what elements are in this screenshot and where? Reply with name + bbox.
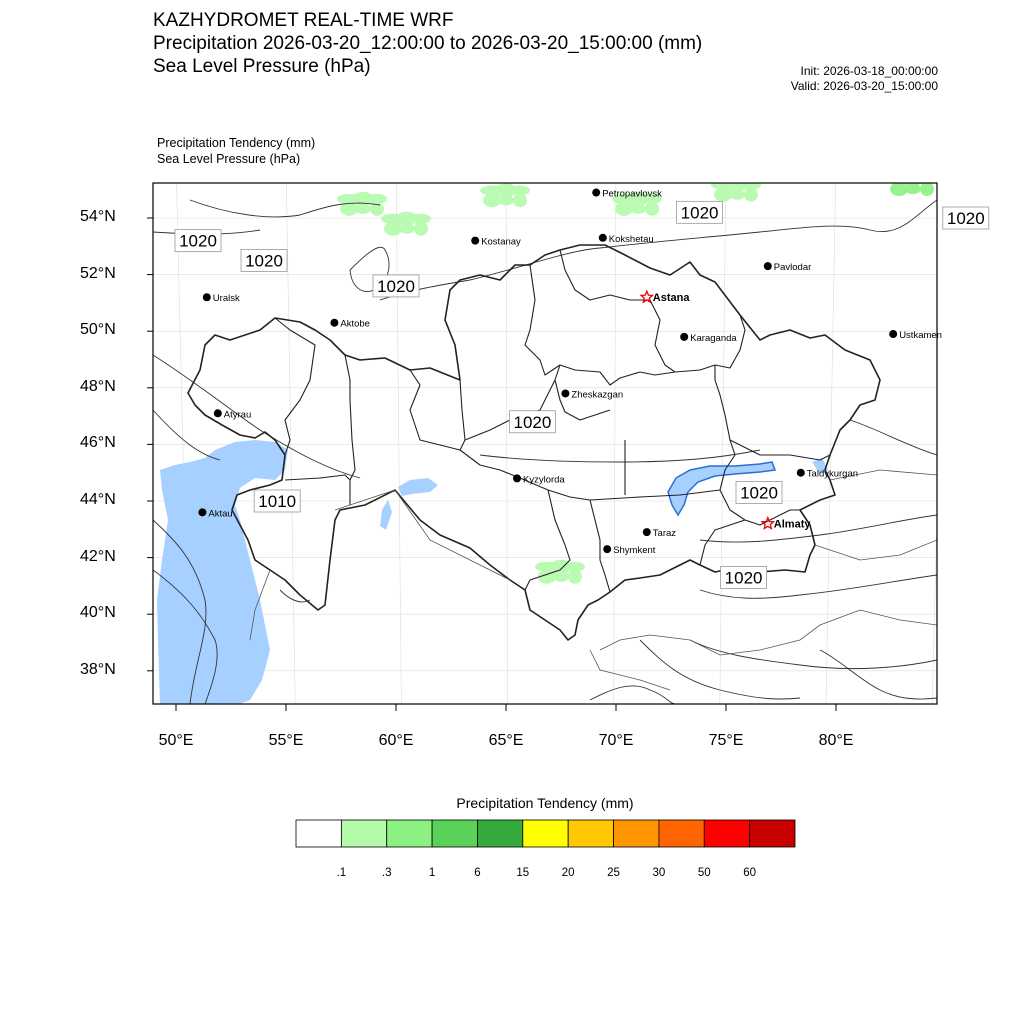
contour-label-text: 1020 <box>179 231 217 251</box>
colorbar-label: 1 <box>428 867 436 879</box>
city-dot-icon <box>764 262 772 270</box>
city-label: Pavlodar <box>773 262 812 274</box>
city-label: Kokshetau <box>608 233 654 245</box>
city-dot-icon <box>513 474 521 482</box>
contour-label <box>736 482 782 504</box>
lon-tick-label: 75°E <box>708 732 744 749</box>
contour-label <box>509 411 555 433</box>
city-dot-icon <box>198 508 206 516</box>
lat-tick-label: 40°N <box>80 604 116 622</box>
precip-patch <box>381 212 431 236</box>
lon-tick-label: 60°E <box>378 732 414 749</box>
colorbar-swatch <box>477 820 522 847</box>
city-marker <box>643 528 676 539</box>
init-time: Init: 2026-03-18_00:00:00 <box>800 64 938 78</box>
city-label: Shymkent <box>613 545 656 557</box>
contour-label-text: 1020 <box>946 209 985 228</box>
colorbar-title: Precipitation Tendency (mm) <box>456 795 634 811</box>
lat-tick-label: 42°N <box>80 547 116 565</box>
contour-label <box>254 490 300 512</box>
lat-tick-label: 48°N <box>80 377 116 395</box>
city-dot-icon <box>680 333 688 341</box>
colorbar-swatch <box>341 820 386 847</box>
contour-label-text: 1020 <box>513 412 552 432</box>
city-marker <box>797 469 858 480</box>
city-marker <box>764 262 812 273</box>
contour-label <box>241 249 287 271</box>
city-dot-icon <box>603 545 611 553</box>
lon-tick-label: 80°E <box>818 732 854 749</box>
caspian-sea <box>157 440 288 704</box>
city-dot-icon <box>889 330 897 338</box>
colorbar-label: 6 <box>474 867 481 879</box>
precipitation-shading <box>337 172 1024 584</box>
lat-tick-label: 52°N <box>80 264 116 282</box>
valid-time: Valid: 2026-03-20_15:00:00 <box>790 79 938 93</box>
colorbar-label: 60 <box>743 867 757 879</box>
precip-field-label: Precipitation Tendency (mm) <box>157 136 316 150</box>
contour-label-text: 1020 <box>740 483 778 503</box>
city-label: Almaty <box>773 518 811 531</box>
city-marker <box>561 389 623 400</box>
colorbar-label: 25 <box>607 867 620 879</box>
lon-tick-label: 55°E <box>268 732 304 749</box>
lat-tick-label: 44°N <box>80 491 116 508</box>
city-label: Aktobe <box>340 318 370 330</box>
city-label: Taraz <box>652 528 677 540</box>
aral-sea-west <box>380 500 392 530</box>
colorbar-swatch <box>659 820 704 847</box>
contour-label <box>175 230 221 252</box>
contour-label <box>721 566 767 588</box>
colorbar-swatch <box>704 820 749 847</box>
colorbar-swatch <box>614 820 659 847</box>
lat-tick-label: 54°N <box>80 208 116 225</box>
city-label: Karaganda <box>690 332 737 344</box>
city-marker <box>330 319 370 330</box>
colorbar-swatch <box>387 820 432 847</box>
lon-tick-label: 50°E <box>158 732 194 749</box>
neighbour-borders <box>250 470 937 690</box>
city-dot-icon <box>203 293 211 301</box>
slp-field-label: Sea Level Pressure (hPa) <box>157 152 301 166</box>
city-marker <box>599 234 654 245</box>
city-dot-icon <box>330 319 338 327</box>
colorbar-label: 30 <box>652 867 666 879</box>
colorbar-swatch <box>750 820 795 847</box>
city-marker <box>214 409 251 420</box>
city-dot-icon <box>471 237 479 245</box>
city-label: Kyzylorda <box>523 474 565 486</box>
aral-sea <box>398 478 438 496</box>
colorbar-swatch <box>296 820 341 847</box>
contour-label <box>677 201 723 223</box>
city-label: Astana <box>652 292 690 305</box>
colorbar-swatch <box>568 820 613 847</box>
city-dot-icon <box>643 528 651 536</box>
city-label: Ustkamen <box>899 330 942 342</box>
city-dot-icon <box>797 469 805 477</box>
precip-patch <box>535 560 585 584</box>
precip-patch <box>887 172 937 196</box>
city-dot-icon <box>599 234 607 242</box>
contour-label <box>943 207 989 229</box>
colorbar-label: .3 <box>381 867 392 879</box>
precip-period-title: Precipitation 2026-03-20_12:00:00 to 2026-03-20_15:00:00 (mm) <box>153 33 703 54</box>
city-dot-icon <box>592 189 600 197</box>
city-dot-icon <box>214 409 222 417</box>
colorbar-label: 15 <box>516 867 530 879</box>
contour-label-text: 1020 <box>680 203 719 223</box>
city-label: Petropavlovsk <box>602 188 662 200</box>
contour-label-text: 1020 <box>377 276 415 296</box>
colorbar-swatch <box>432 820 477 847</box>
city-label: Taldykurgan <box>806 468 859 480</box>
city-label: Aktau <box>208 508 233 520</box>
precip-patch <box>711 178 761 202</box>
lat-tick-label: 50°N <box>80 321 116 339</box>
city-marker <box>592 189 662 200</box>
lon-tick-label: 65°E <box>488 732 524 749</box>
city-marker <box>680 333 737 344</box>
city-label: Uralsk <box>212 293 240 305</box>
city-marker <box>471 237 521 248</box>
city-marker <box>203 293 240 304</box>
colorbar-label: 20 <box>561 867 575 879</box>
map-title: KAZHYDROMET REAL-TIME WRF <box>153 10 454 31</box>
lon-tick-label: 70°E <box>598 732 634 749</box>
contour-label-text: 1020 <box>724 568 763 588</box>
city-marker <box>603 545 656 556</box>
contour-label <box>373 275 419 297</box>
slp-title: Sea Level Pressure (hPa) <box>153 56 371 77</box>
lat-tick-label: 46°N <box>80 434 116 452</box>
city-marker <box>641 291 690 304</box>
city-label: Kostanay <box>481 236 521 248</box>
colorbar-swatch <box>523 820 568 847</box>
city-marker <box>762 518 811 531</box>
city-marker <box>513 474 565 485</box>
city-label: Atyrau <box>223 409 252 421</box>
lat-tick-label: 38°N <box>80 660 116 678</box>
city-label: Zheskazgan <box>571 389 624 401</box>
colorbar-label: .1 <box>336 867 347 879</box>
city-dot-icon <box>561 389 569 397</box>
contour-label-text: 1020 <box>245 251 283 271</box>
city-marker <box>889 330 942 341</box>
colorbar <box>296 820 795 847</box>
precip-patch <box>480 183 530 207</box>
colorbar-label: 50 <box>697 867 711 879</box>
contour-label-text: 1010 <box>258 492 297 511</box>
